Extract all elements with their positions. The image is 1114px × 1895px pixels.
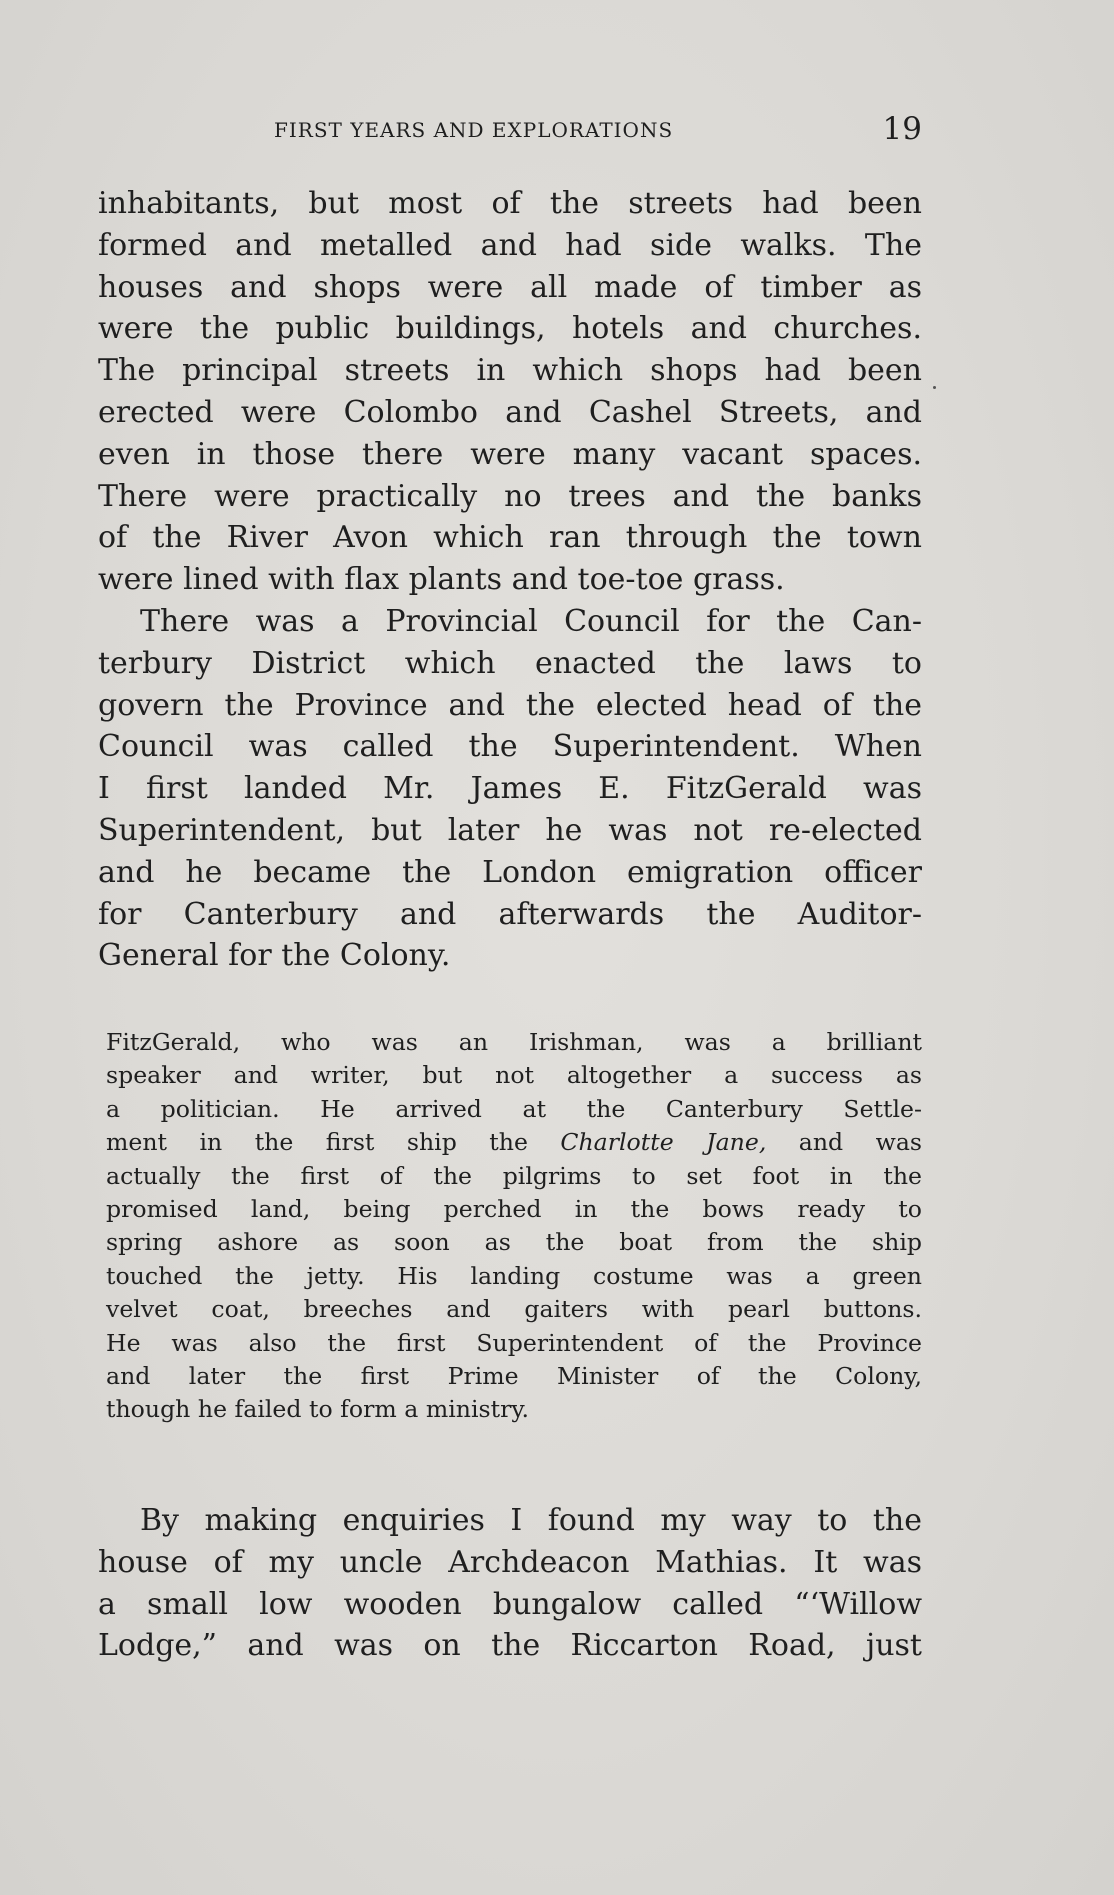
text-line: houses and shops were all made of timber as — [98, 269, 922, 305]
text-line: of the River Avon which ran through the town — [98, 520, 922, 556]
running-head: FIRST YEARS AND EXPLORATIONS — [274, 118, 674, 142]
text-line: for Canterbury and afterwards the Auditor- — [98, 896, 922, 932]
text-line: house of my uncle Archdeacon Mathias. It was — [98, 1544, 922, 1580]
footnote — [106, 1026, 922, 1427]
footnote-text: and was — [766, 1128, 922, 1157]
footnote-line: FitzGerald, who was an Irishman, was a brilliant — [106, 1028, 922, 1056]
text-line: terbury District which enacted the laws to — [98, 645, 922, 681]
text-line: were the public buildings, hotels and churches. — [98, 311, 922, 347]
footnote-line: and later the first Prime Minister of the Colony, — [106, 1362, 922, 1391]
footnote-line: promised land, being perched in the bows ready to — [106, 1195, 922, 1224]
footnote-line: a politician. He arrived at the Canterbury Settle- — [106, 1094, 922, 1123]
text-line: erected were Colombo and Cashel Streets, and — [98, 394, 922, 430]
text-line: The principal streets in which shops had been — [98, 353, 922, 389]
text-line: Lodge,” and was on the Riccarton Road, just — [98, 1628, 922, 1664]
text-line: a small low wooden bungalow called “‘Willow — [98, 1586, 922, 1622]
footnote-line — [106, 1126, 922, 1159]
text-line: There were practically no trees and the banks — [98, 478, 922, 514]
text-line: even in those there were many vacant spaces. — [98, 436, 922, 472]
page-number: 19 — [882, 111, 922, 147]
main-text-bottom — [98, 1500, 922, 1667]
footnote-line: He was also the first Superintendent of the Province — [106, 1328, 922, 1357]
text-line: General for the Colony. — [98, 938, 451, 974]
text-line: formed and metalled and had side walks. The — [98, 227, 922, 263]
text-line: and he became the London emigration officer — [98, 854, 922, 890]
text-line: were lined with flax plants and toe-toe grass. — [98, 562, 785, 598]
footnote-line: though he failed to form a ministry. — [106, 1395, 530, 1424]
footnote-line: speaker and writer, but not altogether a success as — [106, 1061, 922, 1090]
text-line: Superintendent, but later he was not re-elected — [98, 812, 922, 848]
paragraph-3 — [98, 1500, 922, 1667]
paragraph-1 — [98, 183, 922, 601]
ship-name: Charlotte Jane, — [560, 1128, 767, 1157]
footnote-line: velvet coat, breeches and gaiters with pearl buttons. — [106, 1295, 922, 1324]
text-line: By making enquiries I found my way to the — [140, 1503, 922, 1538]
paragraph-2 — [98, 601, 922, 977]
text-line: inhabitants, but most of the streets had been — [98, 186, 922, 221]
text-line: Council was called the Superintendent. When — [98, 729, 922, 765]
text-line: govern the Province and the elected head of the — [98, 687, 922, 723]
print-speck — [933, 386, 936, 389]
footnote-line: touched the jetty. His landing costume was a green — [106, 1261, 922, 1290]
text-line: I first landed Mr. James E. FitzGerald was — [98, 771, 922, 807]
main-text-top — [98, 183, 922, 977]
text-line: There was a Provincial Council for the Can- — [140, 603, 922, 639]
footnote-line: spring ashore as soon as the boat from the ship — [106, 1228, 922, 1257]
footnote-line: actually the first of the pilgrims to set foot in the — [106, 1161, 922, 1190]
page-header — [98, 111, 922, 150]
footnote-text: ment in the first ship the — [106, 1128, 561, 1157]
